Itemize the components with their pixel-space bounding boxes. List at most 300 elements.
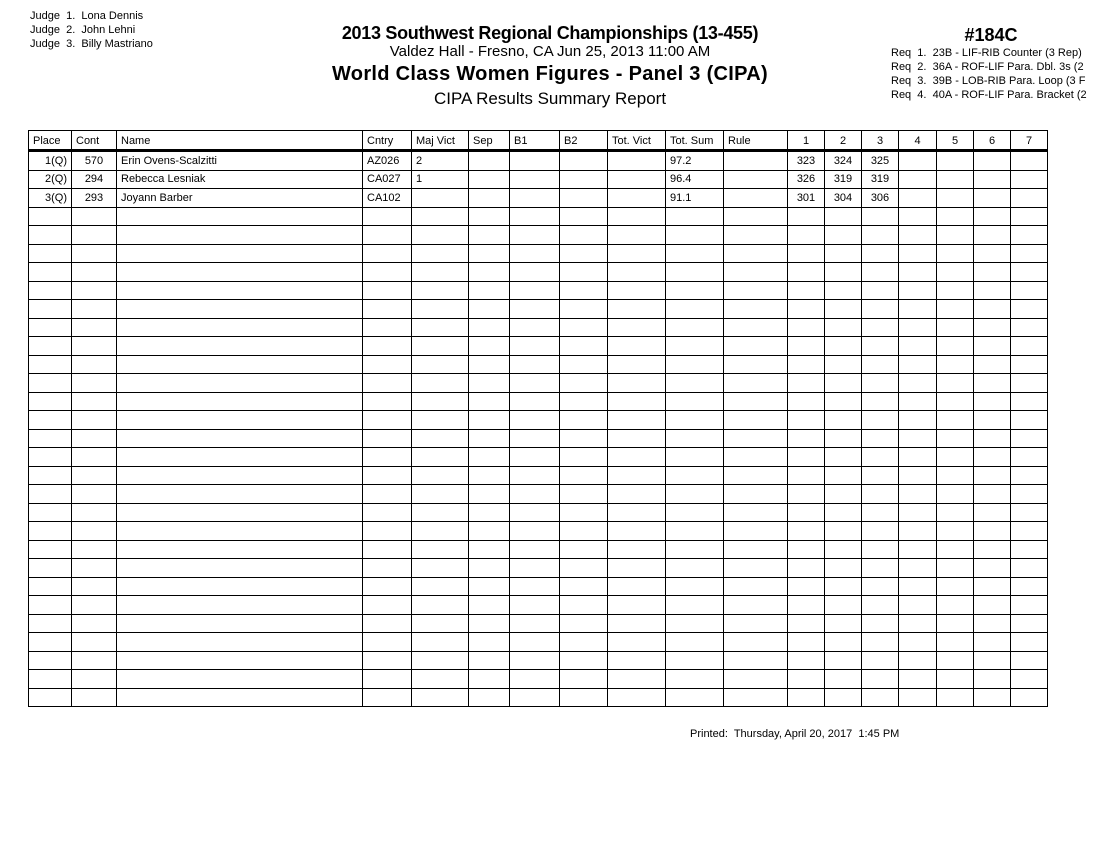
empty-cell: [117, 263, 363, 282]
empty-cell: [788, 300, 825, 319]
empty-cell: [29, 300, 72, 319]
empty-cell: [363, 577, 412, 596]
empty-cell: [560, 263, 608, 282]
empty-cell: [788, 633, 825, 652]
empty-cell: [510, 300, 560, 319]
col-b2: B2: [560, 131, 608, 151]
empty-cell: [1011, 596, 1048, 615]
empty-cell: [788, 244, 825, 263]
rule-cell: [724, 170, 788, 189]
empty-cell: [510, 374, 560, 393]
empty-cell: [412, 485, 469, 504]
tot-vict-cell: [608, 189, 666, 208]
empty-cell: [825, 263, 862, 282]
maj-vict-cell: [412, 189, 469, 208]
empty-cell: [560, 411, 608, 430]
empty-cell: [469, 226, 510, 245]
judge-5-cell: [937, 170, 974, 189]
empty-cell: [862, 688, 899, 707]
empty-table-row: [29, 503, 1048, 522]
empty-cell: [608, 429, 666, 448]
empty-cell: [608, 263, 666, 282]
empty-cell: [117, 448, 363, 467]
empty-cell: [899, 614, 937, 633]
empty-cell: [510, 281, 560, 300]
empty-cell: [899, 596, 937, 615]
tot-vict-cell: [608, 170, 666, 189]
empty-cell: [937, 281, 974, 300]
empty-table-row: [29, 485, 1048, 504]
b1-cell: [510, 189, 560, 208]
empty-cell: [29, 207, 72, 226]
judge-6-cell: [974, 170, 1011, 189]
empty-cell: [862, 374, 899, 393]
empty-cell: [469, 300, 510, 319]
empty-cell: [666, 688, 724, 707]
empty-cell: [937, 485, 974, 504]
empty-cell: [899, 651, 937, 670]
empty-cell: [724, 503, 788, 522]
empty-table-row: [29, 411, 1048, 430]
empty-cell: [937, 337, 974, 356]
judge-3-cell: 319: [862, 170, 899, 189]
empty-cell: [560, 244, 608, 263]
empty-cell: [724, 355, 788, 374]
col-cont: Cont: [72, 131, 117, 151]
empty-cell: [117, 540, 363, 559]
empty-table-row: [29, 263, 1048, 282]
empty-cell: [1011, 355, 1048, 374]
printed-timestamp: Printed: Thursday, April 20, 2017 1:45 PM: [690, 728, 900, 740]
empty-cell: [825, 633, 862, 652]
empty-cell: [412, 281, 469, 300]
empty-cell: [862, 577, 899, 596]
empty-cell: [510, 559, 560, 578]
empty-cell: [72, 614, 117, 633]
empty-cell: [608, 614, 666, 633]
empty-cell: [899, 207, 937, 226]
empty-cell: [937, 522, 974, 541]
empty-cell: [724, 614, 788, 633]
empty-cell: [510, 429, 560, 448]
empty-cell: [825, 688, 862, 707]
judge-2: [30, 23, 153, 37]
empty-cell: [117, 337, 363, 356]
empty-cell: [788, 281, 825, 300]
requirement-1: Req 1. 23B - LIF-RIB Counter (3 Rep): [891, 47, 1082, 59]
empty-cell: [788, 318, 825, 337]
empty-cell: [666, 337, 724, 356]
empty-cell: [899, 485, 937, 504]
empty-cell: [412, 670, 469, 689]
empty-cell: [825, 207, 862, 226]
b1-cell: [510, 151, 560, 171]
empty-cell: [117, 300, 363, 319]
empty-cell: [788, 411, 825, 430]
empty-cell: [29, 448, 72, 467]
empty-cell: [363, 688, 412, 707]
empty-table-row: [29, 392, 1048, 411]
cntry-cell: AZ026: [363, 151, 412, 171]
empty-cell: [117, 670, 363, 689]
empty-cell: [974, 244, 1011, 263]
empty-cell: [72, 244, 117, 263]
empty-cell: [1011, 633, 1048, 652]
empty-cell: [469, 281, 510, 300]
empty-cell: [666, 466, 724, 485]
empty-cell: [1011, 485, 1048, 504]
empty-cell: [608, 300, 666, 319]
empty-cell: [899, 374, 937, 393]
empty-cell: [72, 540, 117, 559]
empty-cell: [862, 281, 899, 300]
empty-cell: [1011, 466, 1048, 485]
empty-cell: [560, 485, 608, 504]
judge-1-cell: 323: [788, 151, 825, 171]
tot-sum-cell: 91.1: [666, 189, 724, 208]
empty-cell: [608, 392, 666, 411]
empty-cell: [724, 448, 788, 467]
empty-cell: [72, 429, 117, 448]
empty-cell: [825, 577, 862, 596]
empty-cell: [974, 318, 1011, 337]
empty-cell: [510, 540, 560, 559]
empty-cell: [560, 651, 608, 670]
table-header-row: [29, 131, 1048, 151]
empty-cell: [363, 633, 412, 652]
empty-cell: [72, 559, 117, 578]
empty-cell: [363, 263, 412, 282]
empty-cell: [412, 244, 469, 263]
empty-cell: [666, 651, 724, 670]
b2-cell: [560, 151, 608, 171]
empty-cell: [560, 448, 608, 467]
empty-cell: [363, 300, 412, 319]
col-cntry: Cntry: [363, 131, 412, 151]
col-name: Name: [117, 131, 363, 151]
empty-cell: [608, 411, 666, 430]
empty-cell: [974, 226, 1011, 245]
empty-cell: [1011, 614, 1048, 633]
empty-table-row: [29, 466, 1048, 485]
empty-cell: [363, 670, 412, 689]
empty-cell: [666, 670, 724, 689]
empty-cell: [72, 411, 117, 430]
empty-cell: [937, 318, 974, 337]
empty-cell: [412, 448, 469, 467]
empty-cell: [412, 559, 469, 578]
empty-cell: [724, 633, 788, 652]
empty-cell: [469, 318, 510, 337]
judge-6-cell: [974, 189, 1011, 208]
empty-cell: [117, 651, 363, 670]
empty-cell: [117, 207, 363, 226]
empty-cell: [72, 392, 117, 411]
maj-vict-cell: 1: [412, 170, 469, 189]
cntry-cell: CA102: [363, 189, 412, 208]
empty-cell: [666, 207, 724, 226]
empty-cell: [560, 503, 608, 522]
empty-cell: [29, 355, 72, 374]
empty-cell: [825, 614, 862, 633]
empty-cell: [363, 207, 412, 226]
empty-cell: [724, 688, 788, 707]
empty-cell: [974, 485, 1011, 504]
empty-cell: [899, 429, 937, 448]
empty-cell: [974, 559, 1011, 578]
empty-cell: [608, 577, 666, 596]
empty-cell: [469, 411, 510, 430]
empty-cell: [72, 374, 117, 393]
empty-cell: [1011, 522, 1048, 541]
empty-cell: [788, 263, 825, 282]
empty-cell: [363, 337, 412, 356]
col-tot-vict: Tot. Vict: [608, 131, 666, 151]
empty-cell: [469, 466, 510, 485]
empty-cell: [469, 614, 510, 633]
empty-cell: [469, 596, 510, 615]
empty-table-row: [29, 614, 1048, 633]
judge-7-cell: [1011, 189, 1048, 208]
empty-cell: [510, 337, 560, 356]
program-code: #184C: [964, 25, 1018, 45]
empty-cell: [412, 318, 469, 337]
empty-cell: [560, 688, 608, 707]
judge-label: Judge 1.: [30, 10, 76, 22]
empty-cell: [117, 485, 363, 504]
empty-cell: [788, 374, 825, 393]
empty-cell: [363, 485, 412, 504]
empty-cell: [724, 670, 788, 689]
empty-cell: [862, 226, 899, 245]
empty-cell: [974, 374, 1011, 393]
judge-5-cell: [937, 189, 974, 208]
empty-cell: [608, 374, 666, 393]
empty-cell: [29, 374, 72, 393]
place-cell: 2(Q): [29, 170, 72, 189]
empty-cell: [825, 540, 862, 559]
empty-cell: [862, 300, 899, 319]
empty-cell: [1011, 503, 1048, 522]
empty-cell: [1011, 670, 1048, 689]
empty-cell: [469, 355, 510, 374]
empty-cell: [937, 633, 974, 652]
judge-3: [30, 37, 153, 51]
empty-cell: [363, 540, 412, 559]
empty-cell: [510, 503, 560, 522]
empty-cell: [788, 651, 825, 670]
empty-cell: [469, 337, 510, 356]
b1-cell: [510, 170, 560, 189]
empty-cell: [862, 263, 899, 282]
empty-cell: [974, 337, 1011, 356]
empty-cell: [29, 670, 72, 689]
empty-cell: [72, 485, 117, 504]
empty-cell: [937, 448, 974, 467]
empty-cell: [608, 559, 666, 578]
empty-cell: [788, 503, 825, 522]
empty-cell: [666, 300, 724, 319]
empty-cell: [510, 207, 560, 226]
empty-cell: [608, 522, 666, 541]
program-info: [891, 24, 1100, 102]
empty-cell: [974, 540, 1011, 559]
judge-5-cell: [937, 151, 974, 171]
empty-cell: [117, 596, 363, 615]
empty-cell: [412, 633, 469, 652]
empty-cell: [560, 466, 608, 485]
b2-cell: [560, 189, 608, 208]
judge-7-cell: [1011, 170, 1048, 189]
empty-cell: [29, 337, 72, 356]
empty-cell: [608, 688, 666, 707]
empty-cell: [560, 355, 608, 374]
empty-cell: [608, 318, 666, 337]
empty-cell: [117, 392, 363, 411]
sep-cell: [469, 170, 510, 189]
col-maj-vict: Maj Vict: [412, 131, 469, 151]
empty-cell: [72, 281, 117, 300]
empty-cell: [560, 429, 608, 448]
empty-cell: [412, 337, 469, 356]
empty-cell: [412, 226, 469, 245]
empty-cell: [724, 300, 788, 319]
empty-cell: [412, 207, 469, 226]
col-sep: Sep: [469, 131, 510, 151]
empty-cell: [724, 596, 788, 615]
empty-cell: [29, 651, 72, 670]
empty-cell: [1011, 337, 1048, 356]
judge-label: Judge 3.: [30, 38, 76, 50]
empty-cell: [469, 485, 510, 504]
empty-cell: [469, 522, 510, 541]
empty-cell: [937, 392, 974, 411]
empty-cell: [117, 688, 363, 707]
empty-cell: [29, 559, 72, 578]
empty-cell: [666, 448, 724, 467]
empty-cell: [29, 318, 72, 337]
name-cell: Rebecca Lesniak: [117, 170, 363, 189]
empty-cell: [412, 614, 469, 633]
judge-1-cell: 301: [788, 189, 825, 208]
empty-cell: [825, 226, 862, 245]
empty-cell: [899, 522, 937, 541]
empty-cell: [974, 355, 1011, 374]
empty-cell: [937, 577, 974, 596]
empty-cell: [899, 503, 937, 522]
empty-cell: [1011, 448, 1048, 467]
col-tot-sum: Tot. Sum: [666, 131, 724, 151]
empty-cell: [666, 540, 724, 559]
empty-cell: [412, 688, 469, 707]
empty-cell: [469, 540, 510, 559]
empty-cell: [1011, 244, 1048, 263]
empty-cell: [974, 466, 1011, 485]
empty-cell: [510, 633, 560, 652]
empty-cell: [788, 337, 825, 356]
empty-cell: [72, 503, 117, 522]
empty-cell: [560, 300, 608, 319]
empty-cell: [937, 670, 974, 689]
empty-cell: [560, 540, 608, 559]
empty-table-row: [29, 374, 1048, 393]
empty-cell: [469, 577, 510, 596]
empty-cell: [937, 244, 974, 263]
empty-cell: [1011, 281, 1048, 300]
empty-cell: [862, 651, 899, 670]
empty-cell: [560, 207, 608, 226]
empty-cell: [724, 466, 788, 485]
empty-cell: [510, 522, 560, 541]
empty-cell: [788, 614, 825, 633]
empty-cell: [117, 281, 363, 300]
empty-cell: [72, 651, 117, 670]
empty-table-row: [29, 226, 1048, 245]
empty-cell: [510, 670, 560, 689]
empty-cell: [825, 559, 862, 578]
empty-cell: [72, 448, 117, 467]
empty-cell: [363, 559, 412, 578]
empty-cell: [469, 374, 510, 393]
empty-cell: [469, 651, 510, 670]
empty-cell: [788, 577, 825, 596]
empty-cell: [666, 577, 724, 596]
empty-cell: [608, 448, 666, 467]
empty-cell: [788, 392, 825, 411]
cntry-cell: CA027: [363, 170, 412, 189]
empty-cell: [72, 337, 117, 356]
empty-cell: [117, 374, 363, 393]
empty-cell: [560, 633, 608, 652]
empty-cell: [1011, 559, 1048, 578]
empty-cell: [724, 411, 788, 430]
empty-cell: [937, 466, 974, 485]
empty-cell: [608, 466, 666, 485]
empty-cell: [862, 540, 899, 559]
empty-cell: [29, 263, 72, 282]
empty-cell: [363, 392, 412, 411]
empty-table-row: [29, 429, 1048, 448]
empty-cell: [666, 614, 724, 633]
empty-cell: [825, 670, 862, 689]
empty-cell: [666, 429, 724, 448]
empty-cell: [510, 411, 560, 430]
empty-cell: [788, 688, 825, 707]
empty-cell: [117, 522, 363, 541]
empty-cell: [937, 411, 974, 430]
col-judge-1: 1: [788, 131, 825, 151]
empty-cell: [1011, 411, 1048, 430]
event-title: 2013 Southwest Regional Championships (13-455): [341, 23, 759, 43]
venue-line: Valdez Hall - Fresno, CA Jun 25, 2013 11:00 AM: [389, 43, 711, 60]
empty-cell: [666, 392, 724, 411]
empty-cell: [72, 670, 117, 689]
empty-cell: [560, 614, 608, 633]
empty-cell: [412, 263, 469, 282]
empty-cell: [825, 466, 862, 485]
empty-cell: [29, 392, 72, 411]
empty-cell: [666, 318, 724, 337]
empty-cell: [29, 503, 72, 522]
empty-cell: [117, 411, 363, 430]
empty-cell: [72, 633, 117, 652]
rule-cell: [724, 151, 788, 171]
empty-cell: [825, 337, 862, 356]
empty-cell: [937, 226, 974, 245]
empty-cell: [117, 355, 363, 374]
empty-cell: [899, 263, 937, 282]
judge-4-cell: [899, 151, 937, 171]
